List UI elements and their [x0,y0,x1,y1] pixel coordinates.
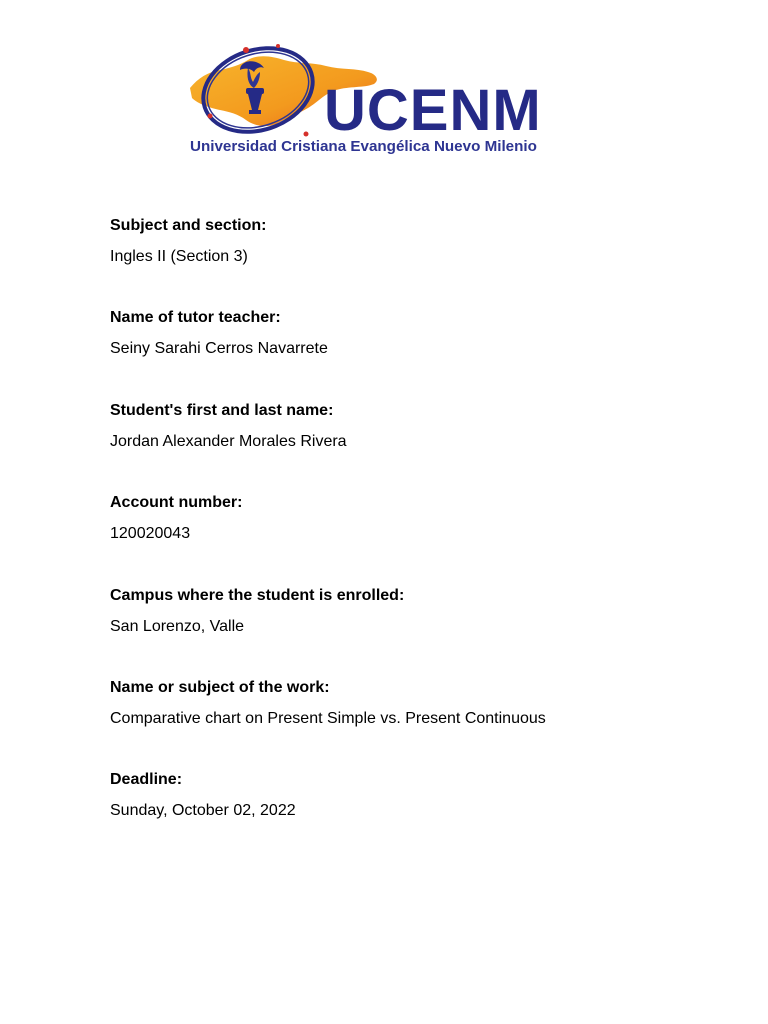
field-label: Deadline: [110,771,183,789]
field-value: 120020043 [110,525,191,543]
field-value: Sunday, October 02, 2022 [110,802,296,820]
field-tutor-teacher [110,308,730,400]
field-student-name [110,401,730,493]
field-label: Name or subject of the work: [110,678,330,696]
logo-wordmark: UCENM [324,78,542,143]
field-value: Seiny Sarahi Cerros Navarrete [110,340,328,358]
field-deadline [110,770,730,862]
field-work-subject [110,678,730,770]
field-value: Jordan Alexander Morales Rivera [110,432,347,450]
field-label: Student's first and last name: [110,401,334,419]
cover-fields [110,216,730,863]
field-value: Ingles II (Section 3) [110,248,248,265]
university-logo [186,38,586,162]
field-label: Campus where the student is enrolled: [110,586,405,604]
field-label: Subject and section: [110,217,267,234]
field-value: San Lorenzo, Valle [110,617,245,635]
logo-tagline: Universidad Cristiana Evangélica Nuevo Milenio [190,138,537,155]
field-account-number [110,493,730,585]
field-label: Account number: [110,494,243,512]
field-campus [110,586,730,678]
field-value: Comparative chart on Present Simple vs. Present Continuous [110,709,546,727]
field-subject-section [110,216,730,308]
field-label: Name of tutor teacher: [110,309,281,327]
